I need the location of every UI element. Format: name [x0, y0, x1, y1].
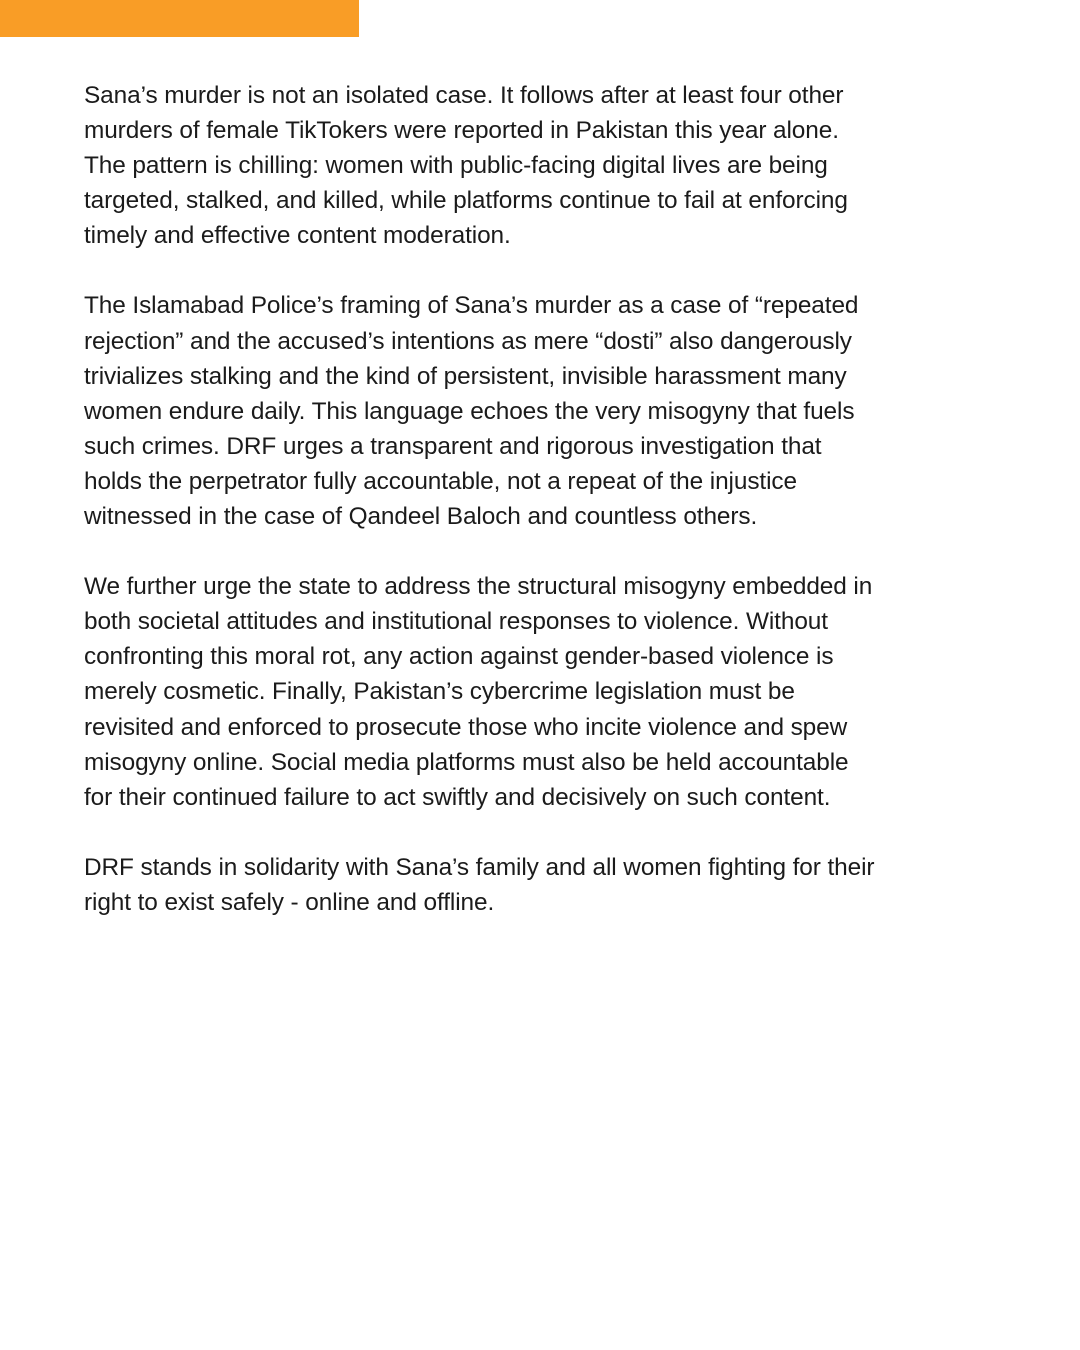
- paragraph-4: DRF stands in solidarity with Sana’s family and all women fighting for their right to exist safely - online and offline.: [84, 853, 875, 916]
- paragraph-1: Sana’s murder is not an isolated case. It follows after at least four other murders of female TikTokers were reported in Pakistan this year alone. The pattern is chilling: women with public-facing digital lives are being targeted, stalked, and killed, while platforms continue to fail at enforcing timely and effective content moderation.: [84, 82, 848, 250]
- statement-body: [84, 78, 944, 920]
- paragraph-2: The Islamabad Police’s framing of Sana’s murder as a case of “repeated rejection” and the accused’s intentions as mere “dosti” also dangerously trivializes stalking and the kind of persistent, invisible harassment many women endure daily. This language echoes the very misogyny that fuels such crimes. DRF urges a transparent and rigorous investigation that holds the perpetrator fully accountable, not a repeat of the injustice witnessed in the case of Qandeel Baloch and countless others.: [84, 292, 859, 531]
- accent-bar: [0, 0, 359, 37]
- paragraph-3: We further urge the state to address the structural misogyny embedded in both societal attitudes and institutional responses to violence. Without confronting this moral rot, any action against gender-based violence is merely cosmetic. Finally, Pakistan’s cybercrime legislation must be revisited and enforced to prosecute those who incite violence and spew misogyny online. Social media platforms must also be held accountable for their continued failure to act swiftly and decisively on such content.: [84, 573, 873, 811]
